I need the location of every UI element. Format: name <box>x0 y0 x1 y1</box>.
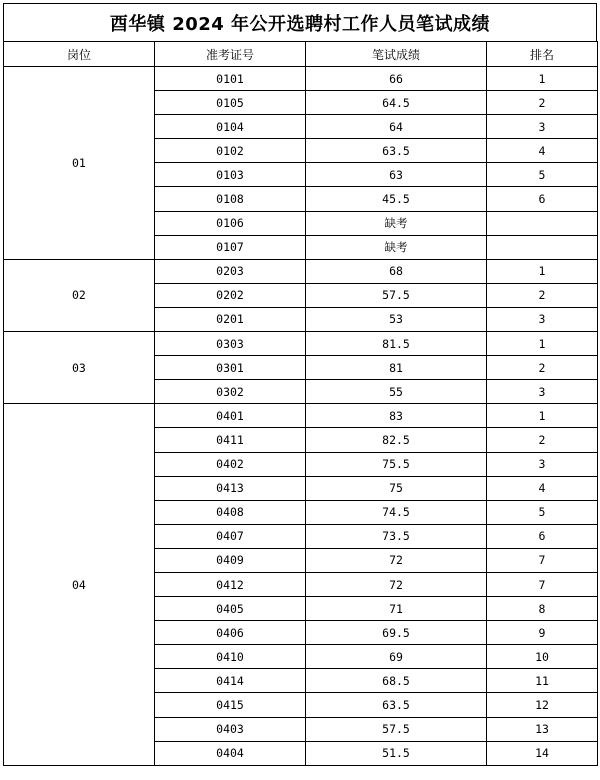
exam-number-cell: 0203 <box>155 259 306 283</box>
exam-number-cell: 0202 <box>155 283 306 307</box>
rank-cell: 4 <box>487 139 598 163</box>
rank-cell: 1 <box>487 404 598 428</box>
table-row <box>4 404 598 428</box>
score-cell: 69 <box>306 645 487 669</box>
score-cell: 63.5 <box>306 693 487 717</box>
position-cell: 02 <box>4 259 155 331</box>
exam-number-cell: 0201 <box>155 307 306 331</box>
score-cell: 72 <box>306 572 487 596</box>
rank-cell: 2 <box>487 283 598 307</box>
rank-cell: 1 <box>487 259 598 283</box>
score-cell: 缺考 <box>306 211 487 235</box>
position-cell: 03 <box>4 332 155 404</box>
rank-cell: 1 <box>487 332 598 356</box>
exam-number-cell: 0301 <box>155 356 306 380</box>
score-cell: 73.5 <box>306 524 487 548</box>
exam-number-cell: 0410 <box>155 645 306 669</box>
score-cell: 81 <box>306 356 487 380</box>
score-document <box>3 3 597 766</box>
rank-cell: 7 <box>487 548 598 572</box>
exam-number-cell: 0413 <box>155 476 306 500</box>
score-cell: 71 <box>306 597 487 621</box>
rank-cell: 14 <box>487 741 598 765</box>
score-table-body <box>4 67 598 766</box>
score-cell: 75 <box>306 476 487 500</box>
score-cell: 53 <box>306 307 487 331</box>
exam-number-cell: 0401 <box>155 404 306 428</box>
rank-cell: 10 <box>487 645 598 669</box>
rank-cell: 5 <box>487 500 598 524</box>
score-cell: 51.5 <box>306 741 487 765</box>
exam-number-cell: 0405 <box>155 597 306 621</box>
rank-cell: 3 <box>487 452 598 476</box>
exam-number-cell: 0409 <box>155 548 306 572</box>
exam-number-cell: 0101 <box>155 67 306 91</box>
exam-number-cell: 0105 <box>155 91 306 115</box>
exam-number-cell: 0103 <box>155 163 306 187</box>
document-title: 酉华镇 2024 年公开选聘村工作人员笔试成绩 <box>3 3 597 41</box>
table-row <box>4 332 598 356</box>
score-cell: 75.5 <box>306 452 487 476</box>
rank-cell: 6 <box>487 524 598 548</box>
rank-cell: 1 <box>487 67 598 91</box>
score-cell: 82.5 <box>306 428 487 452</box>
exam-number-cell: 0104 <box>155 115 306 139</box>
exam-number-cell: 0415 <box>155 693 306 717</box>
exam-number-cell: 0108 <box>155 187 306 211</box>
score-cell: 57.5 <box>306 717 487 741</box>
score-cell: 64 <box>306 115 487 139</box>
rank-cell: 8 <box>487 597 598 621</box>
rank-cell: 3 <box>487 307 598 331</box>
score-cell: 57.5 <box>306 283 487 307</box>
rank-cell: 3 <box>487 115 598 139</box>
rank-cell: 2 <box>487 428 598 452</box>
rank-cell: 5 <box>487 163 598 187</box>
exam-number-cell: 0302 <box>155 380 306 404</box>
exam-number-cell: 0107 <box>155 235 306 259</box>
position-cell: 01 <box>4 67 155 260</box>
rank-cell <box>487 211 598 235</box>
rank-cell: 7 <box>487 572 598 596</box>
header-written-score: 笔试成绩 <box>306 42 487 67</box>
header-exam-number: 准考证号 <box>155 42 306 67</box>
score-cell: 81.5 <box>306 332 487 356</box>
exam-number-cell: 0414 <box>155 669 306 693</box>
exam-number-cell: 0303 <box>155 332 306 356</box>
header-position: 岗位 <box>4 42 155 67</box>
score-table <box>3 41 598 766</box>
score-cell: 55 <box>306 380 487 404</box>
score-cell: 72 <box>306 548 487 572</box>
score-cell: 69.5 <box>306 621 487 645</box>
score-cell: 68 <box>306 259 487 283</box>
score-cell: 缺考 <box>306 235 487 259</box>
rank-cell: 9 <box>487 621 598 645</box>
exam-number-cell: 0402 <box>155 452 306 476</box>
exam-number-cell: 0408 <box>155 500 306 524</box>
rank-cell: 2 <box>487 91 598 115</box>
exam-number-cell: 0404 <box>155 741 306 765</box>
score-cell: 45.5 <box>306 187 487 211</box>
score-cell: 64.5 <box>306 91 487 115</box>
rank-cell: 11 <box>487 669 598 693</box>
score-cell: 63.5 <box>306 139 487 163</box>
exam-number-cell: 0102 <box>155 139 306 163</box>
exam-number-cell: 0407 <box>155 524 306 548</box>
score-cell: 66 <box>306 67 487 91</box>
exam-number-cell: 0106 <box>155 211 306 235</box>
exam-number-cell: 0403 <box>155 717 306 741</box>
rank-cell: 13 <box>487 717 598 741</box>
score-cell: 68.5 <box>306 669 487 693</box>
score-cell: 74.5 <box>306 500 487 524</box>
rank-cell: 4 <box>487 476 598 500</box>
header-rank: 排名 <box>487 42 598 67</box>
exam-number-cell: 0412 <box>155 572 306 596</box>
score-cell: 83 <box>306 404 487 428</box>
rank-cell: 3 <box>487 380 598 404</box>
rank-cell: 2 <box>487 356 598 380</box>
header-row <box>4 42 598 67</box>
position-cell: 04 <box>4 404 155 765</box>
score-cell: 63 <box>306 163 487 187</box>
exam-number-cell: 0406 <box>155 621 306 645</box>
table-row <box>4 67 598 91</box>
exam-number-cell: 0411 <box>155 428 306 452</box>
rank-cell: 6 <box>487 187 598 211</box>
rank-cell: 12 <box>487 693 598 717</box>
table-row <box>4 259 598 283</box>
rank-cell <box>487 235 598 259</box>
